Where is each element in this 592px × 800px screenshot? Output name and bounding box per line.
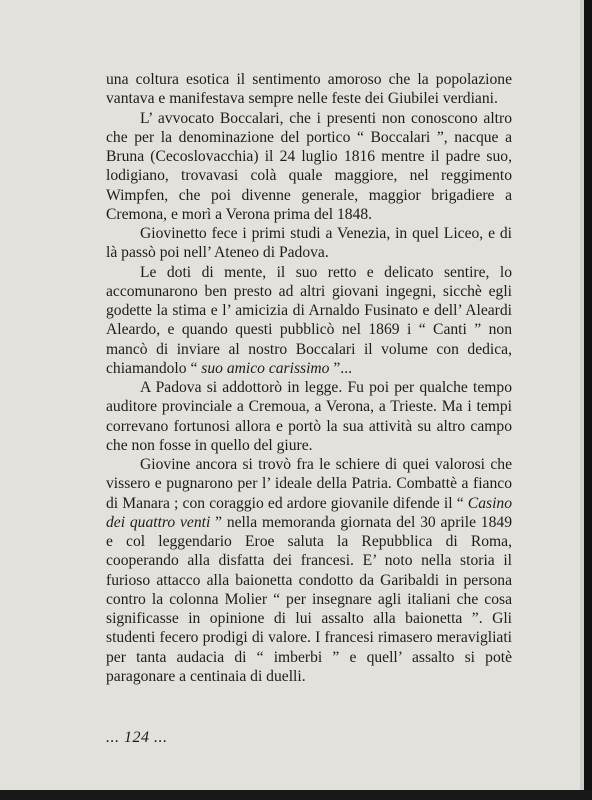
paragraph: [106, 224, 512, 263]
scan-edge-right: [584, 0, 592, 800]
page-number: ... 124 ...: [106, 729, 168, 746]
body-text: [106, 70, 512, 686]
paragraph: [106, 109, 512, 225]
text-run: A Padova si addottorò in legge. Fu poi per qualche tempo auditore provinciale a Cremoua, a Verona, a Trieste. Ma i tempi correvano fortunosi allora e portò la sua attività su altro campo che non fosse in quello del giure.: [106, 379, 512, 454]
paragraph: [106, 263, 512, 379]
italic-run: suo amico carissimo: [201, 359, 330, 377]
text-run: ” nella memoranda giornata del 30 aprile 1849 e col leggendario Eroe saluta la Repubblica di Roma, cooperando alla disfatta dei francesi. E’ noto nella storia il furioso attacco alla baionetta condotto da Garibaldi in persona contro la colonna Molier “ per insegnare agli italiani che cosa significasse in opinione di lui assalto alla baionetta ”. Gli studenti fecero prodigi di valore. I francesi rimasero meravigliati per tanta audacia di “ imberbi ” e quell’ assalto si potè paragonare a centinaia di duelli.: [106, 513, 512, 685]
text-run: ”...: [329, 359, 352, 377]
text-run: Giovine ancora si trovò fra le schiere di quei valorosi che vissero e pugnarono per l’ ideale della Patria. Combattè a fianco di Manara ; con coraggio ed ardore giovanile difende il “: [106, 456, 512, 512]
text-run: Le doti di mente, il suo retto e delicato sentire, lo accomunarono ben presto ad altri giovani ingegni, sicchè egli godette la stima e l’ amicizia di Arnaldo Fusinato e dell’ Aleardi Aleardo, e quando questi pubblicò nel 1869 i “ Canti ” non mancò di inviare al nostro Boccalari il volume con dedica, chiamandolo “: [106, 263, 512, 377]
paragraph: [106, 455, 512, 686]
paragraph: [106, 70, 512, 109]
text-run: Giovinetto fece i primi studi a Venezia, in quel Liceo, e di là passò poi nell’ Ateneo di Padova.: [106, 225, 512, 262]
text-run: una coltura esotica il sentimento amoroso che la popolazione vantava e manifestava sempre nelle feste dei Giubilei verdiani.: [106, 71, 512, 108]
text-run: L’ avvocato Boccalari, che i presenti non conoscono altro che per la denominazione del portico “ Boccalari ”, nacque a Bruna (Cecoslovacchia) il 24 luglio 1816 mentre il padre suo, lodigiano, trovavasi colà quale maggiore, nel reggimento Wimpfen, che poi divenne generale, maggior brigadiere a Cremona, e morì a Verona prima del 1848.: [106, 109, 512, 223]
italic-run: Casino dei quattro venti: [106, 494, 512, 531]
paragraph: [106, 378, 512, 455]
scan-edge-bottom: [0, 790, 592, 800]
